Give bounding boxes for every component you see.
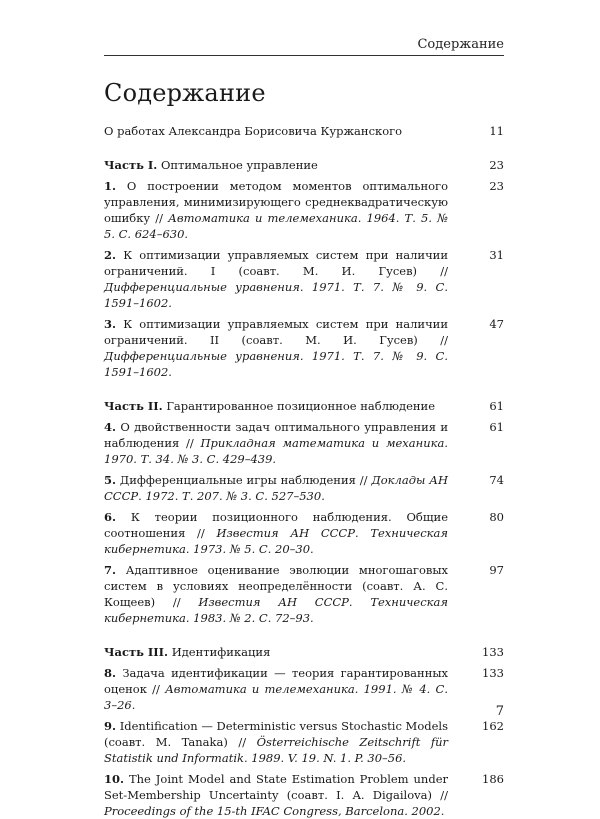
item-title: О построении методом моментов оптимального управления, минимизирующего среднеквадратическую ошибку // [104, 179, 448, 225]
toc-part-1[interactable] [104, 157, 504, 173]
toc-item-text [104, 509, 478, 557]
item-source: Автоматика и телемеханика. 1991. № 4. С. 3–26. [104, 682, 448, 712]
toc-item-page: 133 [482, 666, 504, 680]
item-title: Адаптивное оценивание эволюции многошаговых систем в условиях неопределённости (соавт. А. С. Кощеев) // [104, 563, 448, 609]
table-of-contents [104, 118, 504, 819]
toc-part-heading [104, 398, 478, 414]
toc-part-heading [104, 157, 478, 173]
item-source: Известия АН СССР. Техническая кибернетика. 1973. № 5. С. 20–30. [104, 526, 449, 556]
item-title: О двойственности задач оптимального управления и наблюдения // [104, 420, 449, 450]
toc-item[interactable] [104, 316, 504, 380]
header-rule [104, 55, 504, 56]
item-title: К оптимизации управляемых систем при наличии ограничений. I (соавт. М. И. Гусев) // [104, 248, 449, 278]
part-label: Часть III. [104, 645, 169, 659]
item-title: К теории позиционного наблюдения. Общие соотношения // [104, 510, 449, 540]
item-number: 8. [104, 666, 117, 680]
toc-item-text [104, 247, 478, 311]
item-source: Дифференциальные уравнения. 1971. Т. 7. № 9. С. 1591–1602. [104, 280, 448, 310]
toc-item-page: 31 [489, 248, 504, 262]
running-head: Содержание [417, 37, 504, 52]
toc-item-text [104, 771, 478, 819]
toc-item-page: 23 [489, 179, 504, 193]
toc-item-page: 162 [482, 719, 504, 733]
toc-item[interactable] [104, 178, 504, 242]
toc-part-page: 133 [482, 645, 504, 659]
toc-item-text [104, 665, 478, 713]
toc-item-text [104, 718, 478, 766]
page-number: 7 [495, 704, 504, 719]
item-number: 3. [104, 317, 117, 331]
item-number: 1. [104, 179, 117, 193]
toc-item-text [104, 419, 478, 467]
toc-part-page: 61 [489, 399, 504, 413]
item-number: 9. [104, 719, 117, 733]
item-number: 5. [104, 473, 117, 487]
toc-item[interactable] [104, 718, 504, 766]
item-source: Proceedings of the 15-th IFAC Congress, Barcelona. 2002. [104, 804, 445, 818]
item-title: Задача идентификации — теория гарантированных оценок // [104, 666, 448, 696]
toc-item[interactable] [104, 509, 504, 557]
item-source: Прикладная математика и механика. 1970. Т. 34. № 3. С. 429–439. [104, 436, 448, 466]
toc-part-3[interactable] [104, 644, 504, 660]
toc-item-page: 61 [489, 420, 504, 434]
part-title: Гарантированное позиционное наблюдение [166, 399, 436, 413]
toc-item-page: 97 [489, 563, 504, 577]
part-label: Часть I. [104, 158, 158, 172]
toc-part-2[interactable] [104, 398, 504, 414]
toc-item-page: 80 [489, 510, 504, 524]
toc-item-page: 186 [482, 772, 504, 786]
part-label: Часть II. [104, 399, 163, 413]
toc-item-text [104, 472, 478, 504]
toc-item[interactable] [104, 472, 504, 504]
toc-item-text [104, 562, 478, 626]
item-number: 7. [104, 563, 117, 577]
part-title: Оптимальное управление [160, 158, 318, 172]
toc-item[interactable] [104, 771, 504, 819]
toc-item[interactable] [104, 665, 504, 713]
toc-entry-title: О работах Александра Борисовича Куржанского [104, 124, 403, 138]
toc-part-page: 23 [489, 158, 504, 172]
toc-item-page: 74 [489, 473, 504, 487]
toc-item-page: 47 [489, 317, 504, 331]
page-title: Содержание [104, 79, 266, 107]
item-source: Доклады АН СССР. 1972. Т. 207. № 3. С. 527–530. [104, 473, 449, 503]
toc-item-text [104, 316, 478, 380]
item-number: 6. [104, 510, 117, 524]
item-source: Известия АН СССР. Техническая кибернетика. 1983. № 2. С. 72–93. [104, 595, 449, 625]
item-number: 4. [104, 420, 117, 434]
item-source: Автоматика и телемеханика. 1964. Т. 5. № 5. С. 624–630. [104, 211, 448, 241]
item-title: The Joint Model and State Estimation Problem under Set-Membership Uncertainty (соавт. I. A. Digailova) // [104, 772, 448, 802]
toc-part-heading [104, 644, 478, 660]
item-number: 2. [104, 248, 117, 262]
item-title: К оптимизации управляемых систем при наличии ограничений. II (соавт. М. И. Гусев) // [104, 317, 449, 347]
toc-item-text [104, 178, 478, 242]
item-source: Дифференциальные уравнения. 1971. Т. 7. № 9. С. 1591–1602. [104, 349, 448, 379]
item-source: Österreichische Zeitschrift für Statistik und Informatik. 1989. V. 19. N. 1. P. 30–56. [104, 735, 448, 765]
toc-item[interactable] [104, 562, 504, 626]
item-number: 10. [104, 772, 125, 786]
part-title: Идентификация [171, 645, 271, 659]
toc-item[interactable] [104, 419, 504, 467]
item-title: Дифференциальные игры наблюдения // [119, 473, 372, 487]
toc-item[interactable] [104, 247, 504, 311]
item-title: Identification — Deterministic versus Stochastic Models (соавт. M. Tanaka) // [104, 719, 448, 749]
toc-entry-page: 11 [489, 124, 504, 138]
toc-entry-intro[interactable] [104, 123, 504, 139]
